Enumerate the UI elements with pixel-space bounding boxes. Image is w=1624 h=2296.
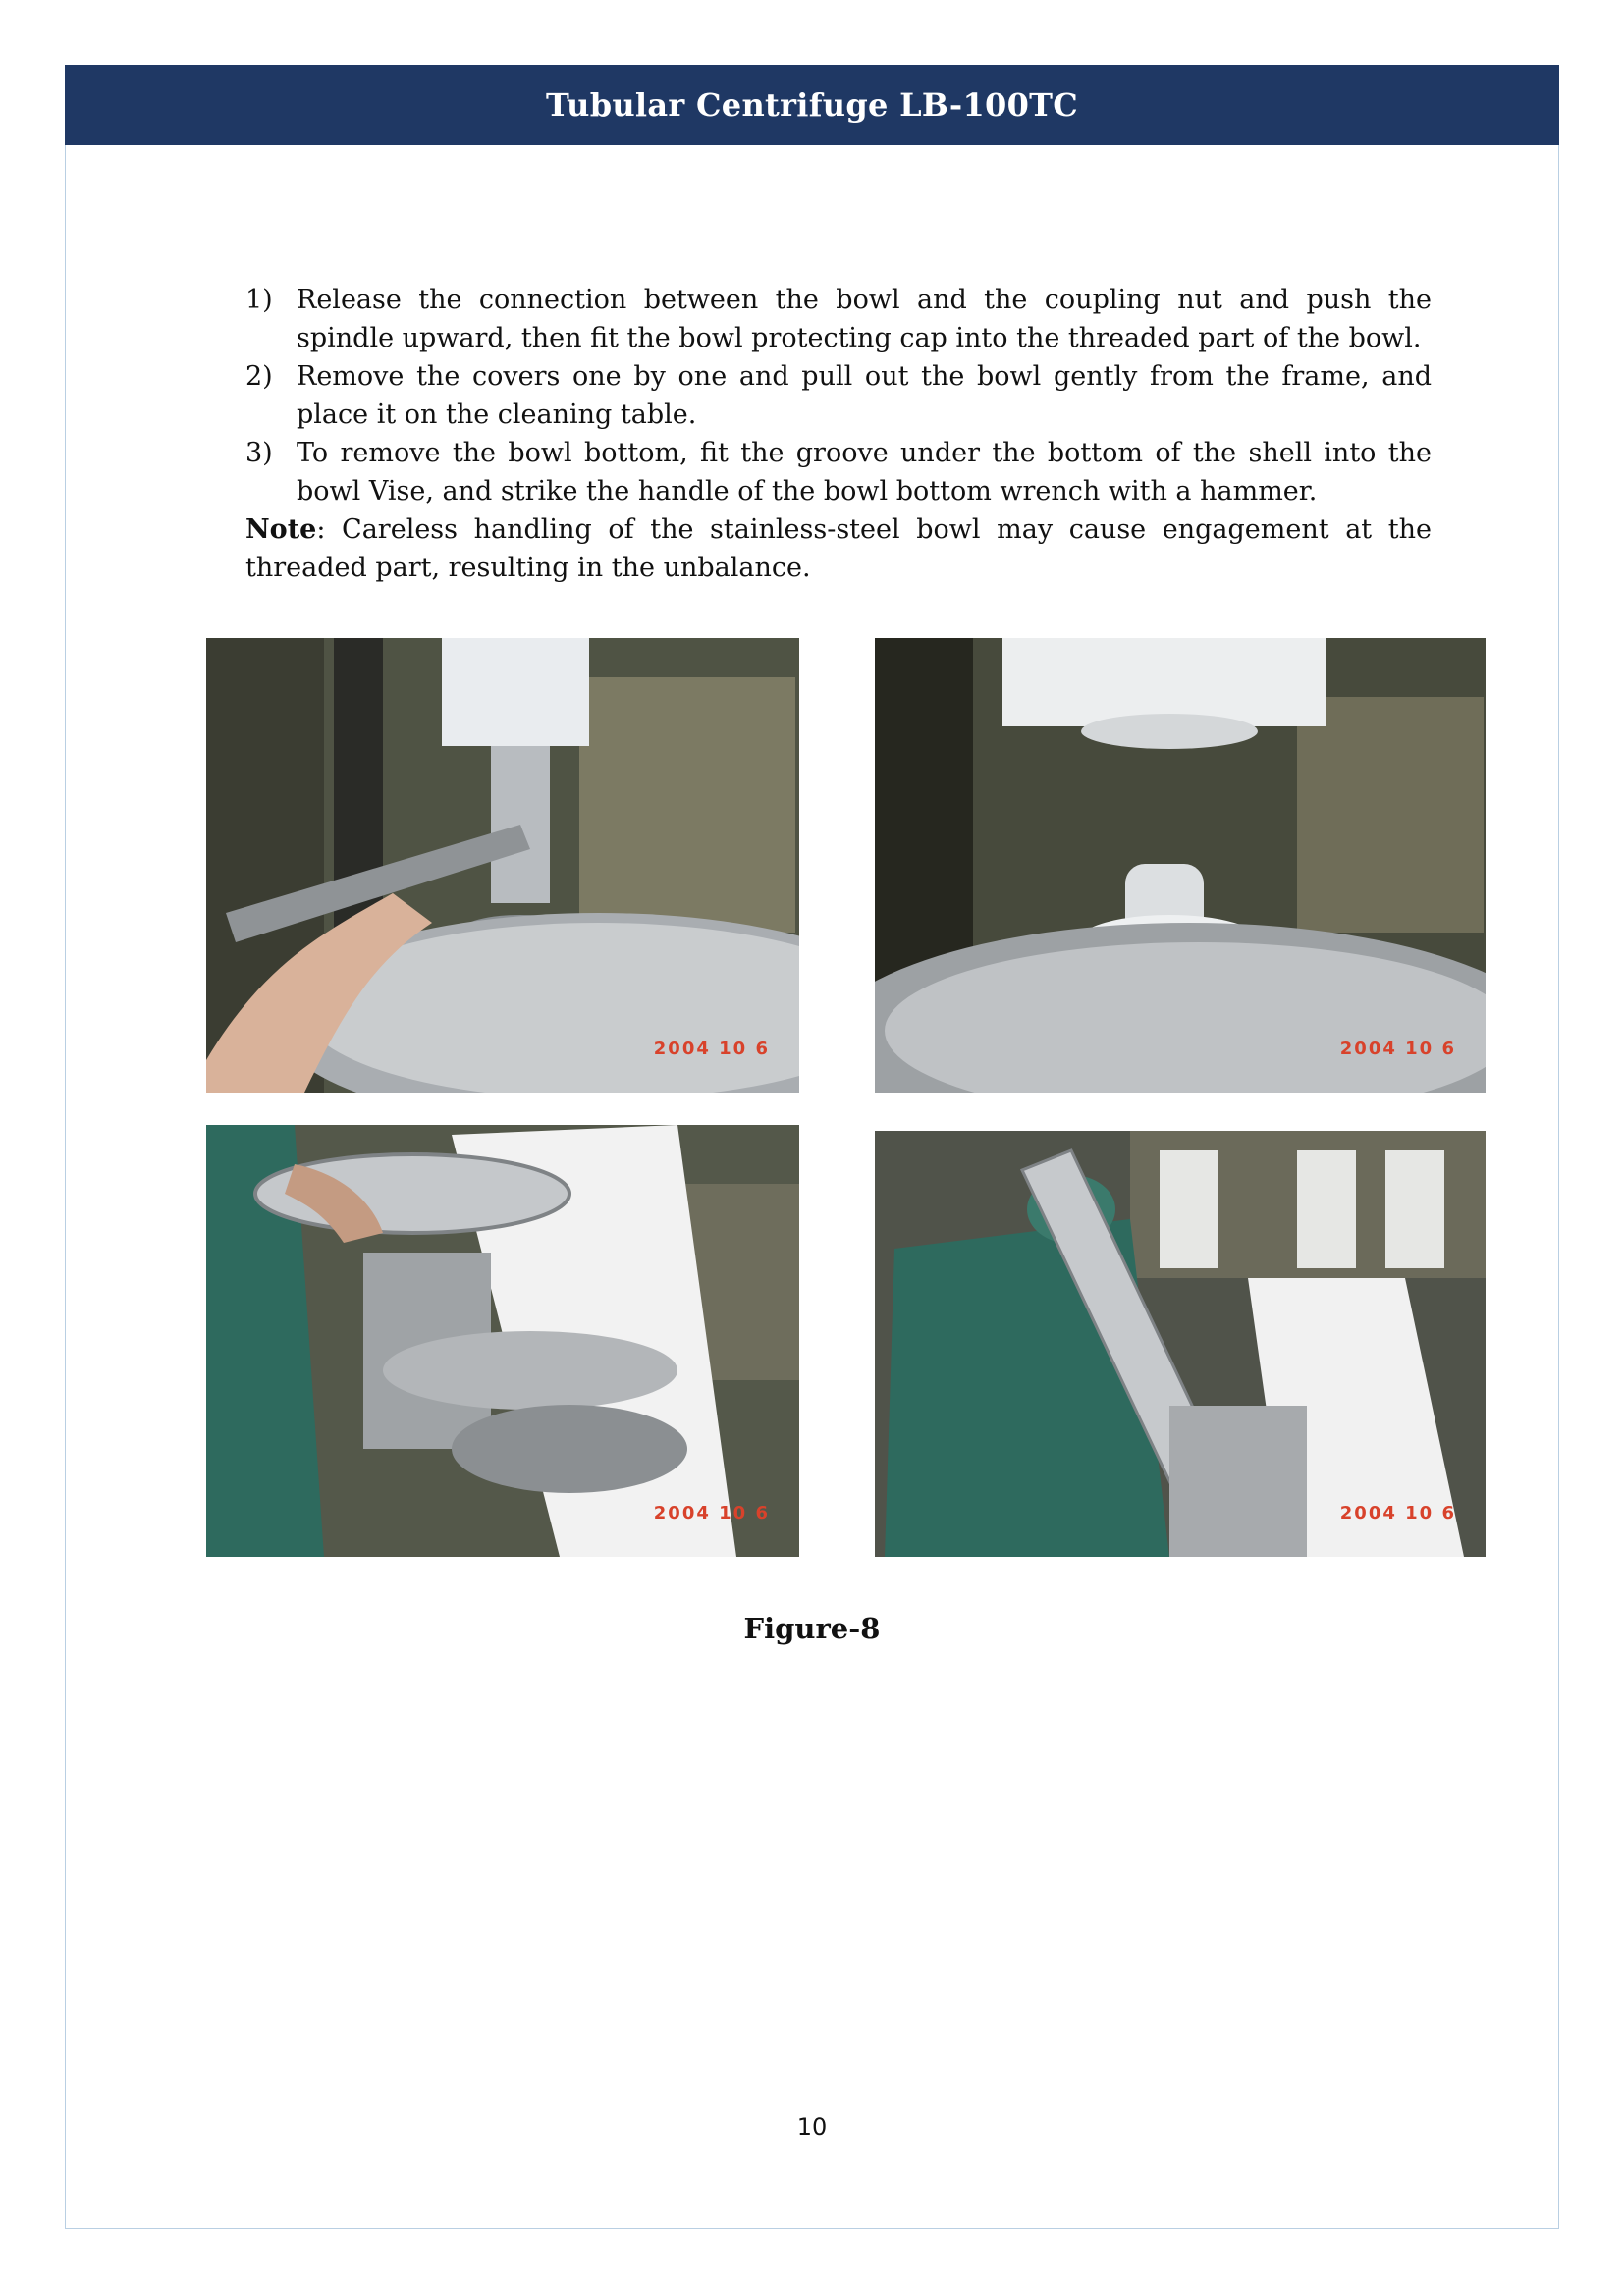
document-title: Tubular Centrifuge LB-100TC <box>545 86 1079 124</box>
photo-pulling-bowl-image <box>875 1131 1486 1557</box>
step-number: 3) <box>245 438 273 468</box>
step-item <box>245 357 1432 434</box>
photo-date-stamp: 2004 10 6 <box>653 1039 770 1059</box>
instructions <box>245 281 1432 587</box>
note-label: Note <box>245 514 317 545</box>
photo-removing-covers-image <box>206 1125 799 1557</box>
page-header <box>65 65 1559 145</box>
step-text: To remove the bowl bottom, fit the groove under the bottom of the shell into the bowl Vise, and strike the handle of the bowl bottom wrench with a hammer. <box>297 438 1432 507</box>
step-number: 1) <box>245 285 273 315</box>
step-list <box>245 281 1432 510</box>
note-paragraph <box>245 510 1432 587</box>
photo-wrench-spindle <box>206 638 799 1093</box>
step-item <box>245 434 1432 510</box>
photo-date-stamp: 2004 10 6 <box>653 1503 770 1523</box>
photo-wrench-spindle-image <box>206 638 799 1093</box>
photo-date-stamp: 2004 10 6 <box>1339 1503 1456 1523</box>
figure-caption: Figure-8 <box>743 1612 881 1645</box>
step-item <box>245 281 1432 357</box>
page-number: 10 <box>796 2113 828 2141</box>
photo-removing-covers <box>206 1125 799 1557</box>
photo-date-stamp: 2004 10 6 <box>1339 1039 1456 1059</box>
photo-protecting-cap-image <box>875 638 1486 1093</box>
step-text: Release the connection between the bowl and the coupling nut and push the spindle upward, then fit the bowl protecting cap into the threaded part of the bowl. <box>297 285 1432 353</box>
photo-protecting-cap <box>875 638 1486 1093</box>
step-number: 2) <box>245 361 273 392</box>
photo-pulling-bowl <box>875 1131 1486 1557</box>
step-text: Remove the covers one by one and pull out the bowl gently from the frame, and place it on the cleaning table. <box>297 361 1432 430</box>
note-text: : Careless handling of the stainless-steel bowl may cause engagement at the threaded part, resulting in the unbalance. <box>245 514 1432 583</box>
